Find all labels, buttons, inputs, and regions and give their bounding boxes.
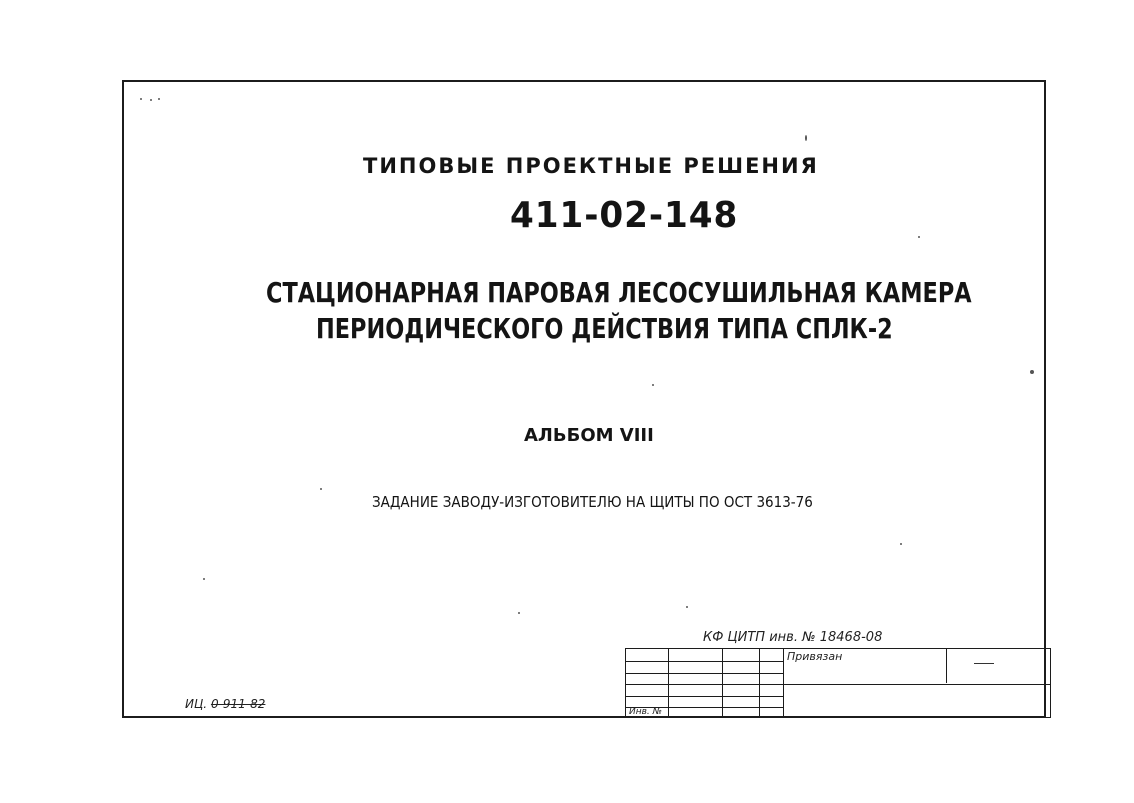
scan-speck [158,98,160,100]
scan-speck [805,135,807,141]
tb-hline [626,684,1050,685]
stamp-struck-number: 0-911-82 [210,697,266,711]
stamp-prefix: ИЦ. [185,697,208,711]
tb-hline [626,696,783,697]
tb-dash [974,663,994,664]
title-line-2: ПЕРИОДИЧЕСКОГО ДЕЙСТВИЯ ТИПА СПЛК-2 [316,312,893,345]
inventory-note: КФ ЦИТП инв. № 18468-08 [703,630,883,645]
scan-speck [1030,370,1034,374]
scan-speck [900,543,902,545]
album-label: АЛЬБОМ VIII [524,425,654,446]
scan-speck [686,606,688,608]
tb-vline [946,649,947,683]
scan-speck [518,612,520,614]
tb-hline [626,661,783,662]
scan-speck [652,384,654,386]
stamp-note [185,697,265,711]
inv-no-label: Инв. № [629,707,663,717]
scan-speck [203,578,205,580]
title-block [625,648,1051,718]
tb-hline [626,673,783,674]
scan-speck [320,488,322,490]
project-number: 411-02-148 [510,195,739,236]
scan-speck [150,99,152,101]
series-heading: ТИПОВЫЕ ПРОЕКТНЫЕ РЕШЕНИЯ [363,154,819,178]
scan-speck [140,98,142,100]
scan-speck [918,236,920,238]
privyazan-label: Привязан [787,650,843,663]
title-line-1: СТАЦИОНАРНАЯ ПАРОВАЯ ЛЕСОСУШИЛЬНАЯ КАМЕРА [266,276,972,309]
task-description: ЗАДАНИЕ ЗАВОДУ-ИЗГОТОВИТЕЛЮ НА ЩИТЫ ПО ОСТ 3613-76 [372,493,813,511]
tb-vline [783,649,784,717]
